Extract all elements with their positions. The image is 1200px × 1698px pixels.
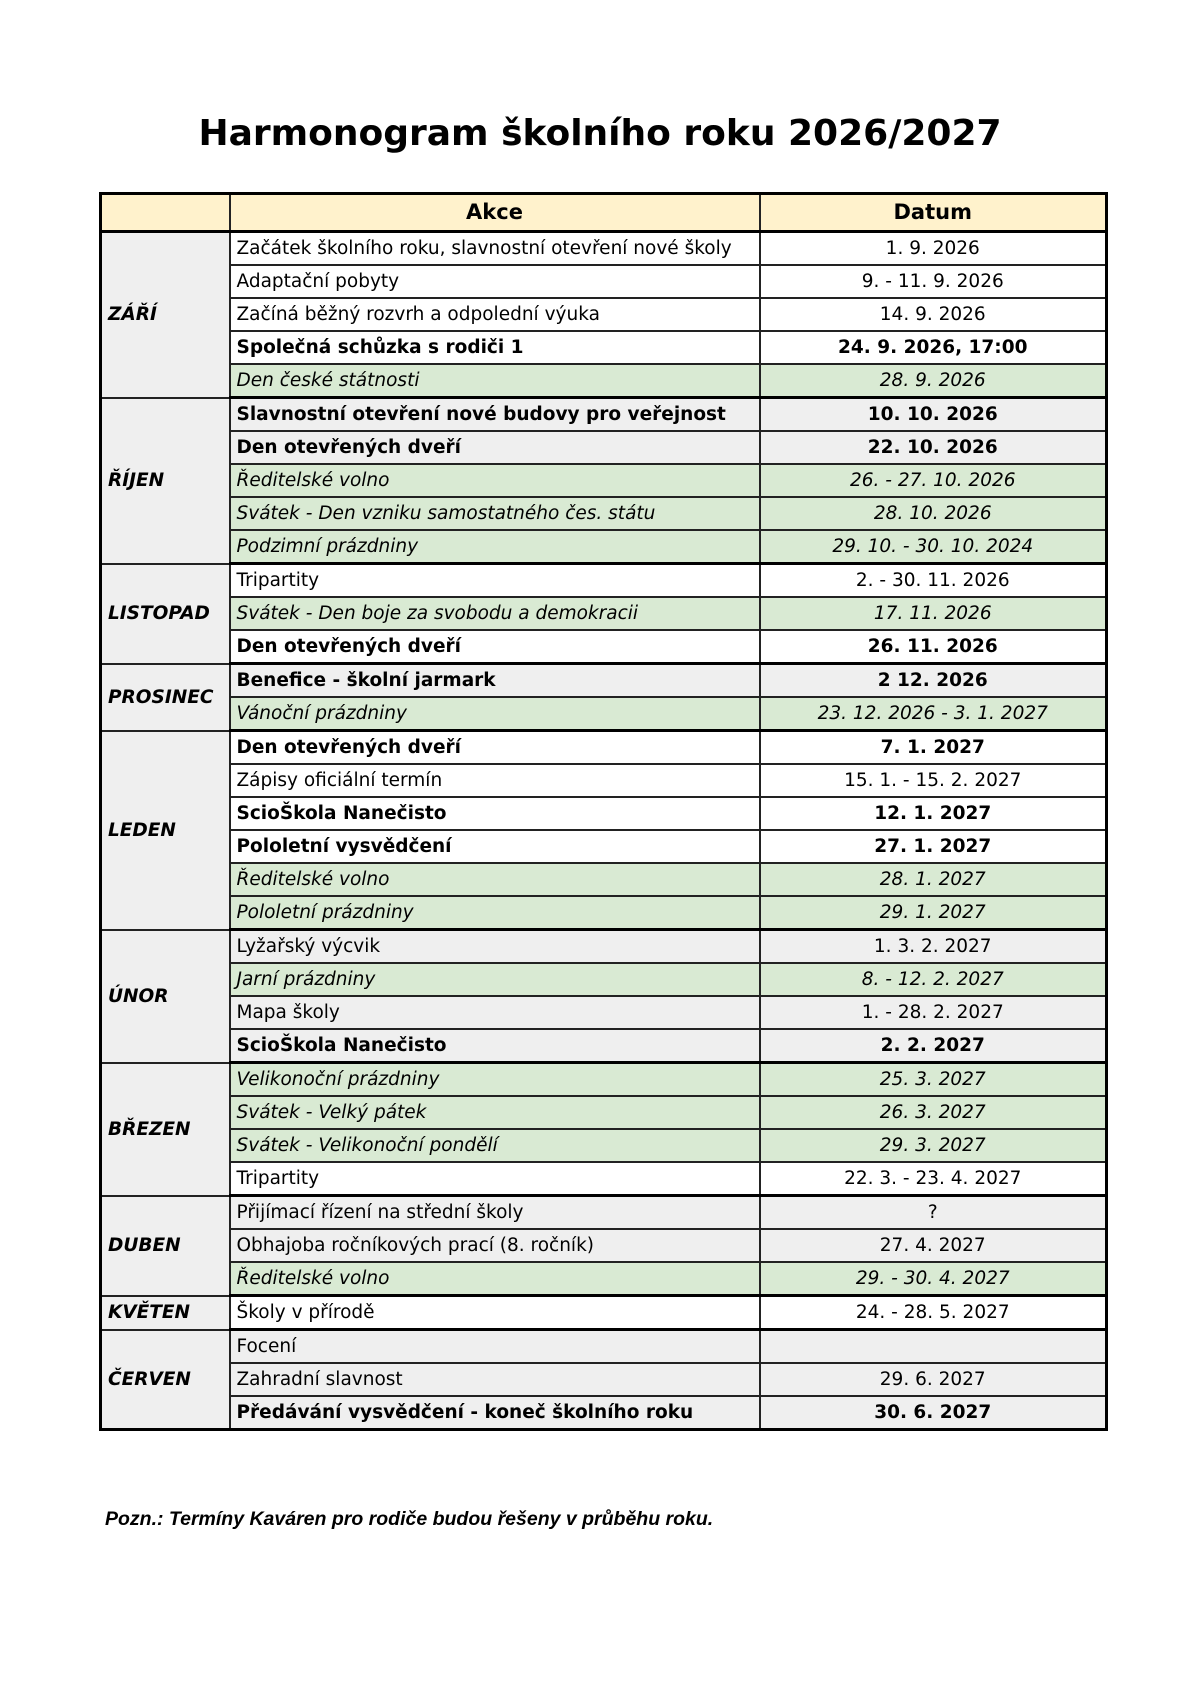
month-cell: PROSINEC — [101, 664, 230, 731]
table-row — [101, 464, 1107, 497]
table-row — [101, 1262, 1107, 1296]
table-row — [101, 364, 1107, 398]
action-cell: Začátek školního roku, slavnostní otevření nové školy — [230, 232, 760, 266]
table-row — [101, 331, 1107, 364]
table-row — [101, 298, 1107, 331]
date-cell: 23. 12. 2026 - 3. 1. 2027 — [760, 697, 1107, 731]
table-row — [101, 764, 1107, 797]
date-cell: 29. 6. 2027 — [760, 1363, 1107, 1396]
action-cell: Focení — [230, 1330, 760, 1364]
action-cell: Den otevřených dveří — [230, 431, 760, 464]
month-cell: BŘEZEN — [101, 1063, 230, 1196]
date-cell: 12. 1. 2027 — [760, 797, 1107, 830]
table-header-row — [101, 194, 1107, 232]
action-cell: ScioŠkola Nanečisto — [230, 1029, 760, 1063]
action-cell: Zahradní slavnost — [230, 1363, 760, 1396]
date-cell: 26. - 27. 10. 2026 — [760, 464, 1107, 497]
action-cell: Svátek - Velikonoční pondělí — [230, 1129, 760, 1162]
date-cell: 2. 2. 2027 — [760, 1029, 1107, 1063]
date-cell: 14. 9. 2026 — [760, 298, 1107, 331]
date-cell: 7. 1. 2027 — [760, 731, 1107, 765]
table-row — [101, 1363, 1107, 1396]
table-row — [101, 731, 1107, 765]
date-cell: 15. 1. - 15. 2. 2027 — [760, 764, 1107, 797]
date-cell: 1. 3. 2. 2027 — [760, 930, 1107, 964]
table-row — [101, 1129, 1107, 1162]
date-cell: 25. 3. 2027 — [760, 1063, 1107, 1097]
table-row — [101, 1063, 1107, 1097]
table-row — [101, 630, 1107, 664]
month-cell: ŘÍJEN — [101, 398, 230, 564]
date-cell: 17. 11. 2026 — [760, 597, 1107, 630]
month-cell: LISTOPAD — [101, 564, 230, 664]
action-cell: Jarní prázdniny — [230, 963, 760, 996]
action-cell: Velikonoční prázdniny — [230, 1063, 760, 1097]
footnote: Pozn.: Termíny Kaváren pro rodiče budou řešeny v průběhu roku. — [105, 1508, 714, 1530]
header-month — [101, 194, 230, 232]
table-row — [101, 664, 1107, 698]
action-cell: Svátek - Den vzniku samostatného čes. státu — [230, 497, 760, 530]
date-cell: 29. 10. - 30. 10. 2024 — [760, 530, 1107, 564]
month-cell: ZÁŘÍ — [101, 232, 230, 398]
action-cell: Přijímací řízení na střední školy — [230, 1196, 760, 1230]
date-cell: 9. - 11. 9. 2026 — [760, 265, 1107, 298]
date-cell — [760, 1330, 1107, 1364]
table-row — [101, 863, 1107, 896]
date-cell: 2. - 30. 11. 2026 — [760, 564, 1107, 598]
action-cell: Den otevřených dveří — [230, 630, 760, 664]
date-cell: 22. 10. 2026 — [760, 431, 1107, 464]
date-cell: 8. - 12. 2. 2027 — [760, 963, 1107, 996]
action-cell: Svátek - Velký pátek — [230, 1096, 760, 1129]
month-cell: DUBEN — [101, 1196, 230, 1296]
date-cell: 27. 1. 2027 — [760, 830, 1107, 863]
action-cell: Ředitelské volno — [230, 863, 760, 896]
date-cell: 28. 10. 2026 — [760, 497, 1107, 530]
table-row — [101, 830, 1107, 863]
table-row — [101, 1330, 1107, 1364]
month-cell: LEDEN — [101, 731, 230, 930]
table-row — [101, 1229, 1107, 1262]
action-cell: Ředitelské volno — [230, 464, 760, 497]
date-cell: 24. - 28. 5. 2027 — [760, 1296, 1107, 1330]
header-action: Akce — [230, 194, 760, 232]
action-cell: Den otevřených dveří — [230, 731, 760, 765]
table-row — [101, 232, 1107, 266]
table-row — [101, 996, 1107, 1029]
date-cell: 29. - 30. 4. 2027 — [760, 1262, 1107, 1296]
action-cell: Pololetní prázdniny — [230, 896, 760, 930]
table-row — [101, 1096, 1107, 1129]
action-cell: Předávání vysvědčení - koneč školního roku — [230, 1396, 760, 1430]
table-row — [101, 497, 1107, 530]
date-cell: 1. 9. 2026 — [760, 232, 1107, 266]
date-cell: 2 12. 2026 — [760, 664, 1107, 698]
table-row — [101, 1296, 1107, 1330]
table-row — [101, 597, 1107, 630]
action-cell: Tripartity — [230, 564, 760, 598]
table-row — [101, 265, 1107, 298]
month-cell: ČERVEN — [101, 1330, 230, 1430]
action-cell: Pololetní vysvědčení — [230, 830, 760, 863]
date-cell: 10. 10. 2026 — [760, 398, 1107, 432]
date-cell: 28. 1. 2027 — [760, 863, 1107, 896]
table-row — [101, 1162, 1107, 1196]
action-cell: Vánoční prázdniny — [230, 697, 760, 731]
action-cell: ScioŠkola Nanečisto — [230, 797, 760, 830]
page-title: Harmonogram školního roku 2026/2027 — [198, 113, 1002, 154]
action-cell: Svátek - Den boje za svobodu a demokracii — [230, 597, 760, 630]
action-cell: Slavnostní otevření nové budovy pro veřejnost — [230, 398, 760, 432]
action-cell: Podzimní prázdniny — [230, 530, 760, 564]
month-cell: KVĚTEN — [101, 1296, 230, 1330]
date-cell: 22. 3. - 23. 4. 2027 — [760, 1162, 1107, 1196]
table-row — [101, 1196, 1107, 1230]
header-date: Datum — [760, 194, 1107, 232]
action-cell: Den české státnosti — [230, 364, 760, 398]
action-cell: Zápisy oficiální termín — [230, 764, 760, 797]
date-cell: 26. 3. 2027 — [760, 1096, 1107, 1129]
action-cell: Obhajoba ročníkových prací (8. ročník) — [230, 1229, 760, 1262]
table-row — [101, 431, 1107, 464]
month-cell: ÚNOR — [101, 930, 230, 1063]
date-cell: 28. 9. 2026 — [760, 364, 1107, 398]
date-cell: 27. 4. 2027 — [760, 1229, 1107, 1262]
date-cell: 24. 9. 2026, 17:00 — [760, 331, 1107, 364]
action-cell: Benefice - školní jarmark — [230, 664, 760, 698]
action-cell: Lyžařský výcvik — [230, 930, 760, 964]
date-cell: 29. 1. 2027 — [760, 896, 1107, 930]
table-row — [101, 963, 1107, 996]
table-row — [101, 896, 1107, 930]
action-cell: Začíná běžný rozvrh a odpolední výuka — [230, 298, 760, 331]
date-cell: 1. - 28. 2. 2027 — [760, 996, 1107, 1029]
table-row — [101, 1396, 1107, 1430]
action-cell: Školy v přírodě — [230, 1296, 760, 1330]
table-row — [101, 530, 1107, 564]
action-cell: Tripartity — [230, 1162, 760, 1196]
date-cell: 30. 6. 2027 — [760, 1396, 1107, 1430]
table-row — [101, 1029, 1107, 1063]
schedule-table — [99, 192, 1108, 1431]
action-cell: Společná schůzka s rodiči 1 — [230, 331, 760, 364]
date-cell: ? — [760, 1196, 1107, 1230]
date-cell: 26. 11. 2026 — [760, 630, 1107, 664]
date-cell: 29. 3. 2027 — [760, 1129, 1107, 1162]
table-row — [101, 930, 1107, 964]
action-cell: Mapa školy — [230, 996, 760, 1029]
table-row — [101, 697, 1107, 731]
action-cell: Adaptační pobyty — [230, 265, 760, 298]
action-cell: Ředitelské volno — [230, 1262, 760, 1296]
table-row — [101, 564, 1107, 598]
table-row — [101, 398, 1107, 432]
table-row — [101, 797, 1107, 830]
